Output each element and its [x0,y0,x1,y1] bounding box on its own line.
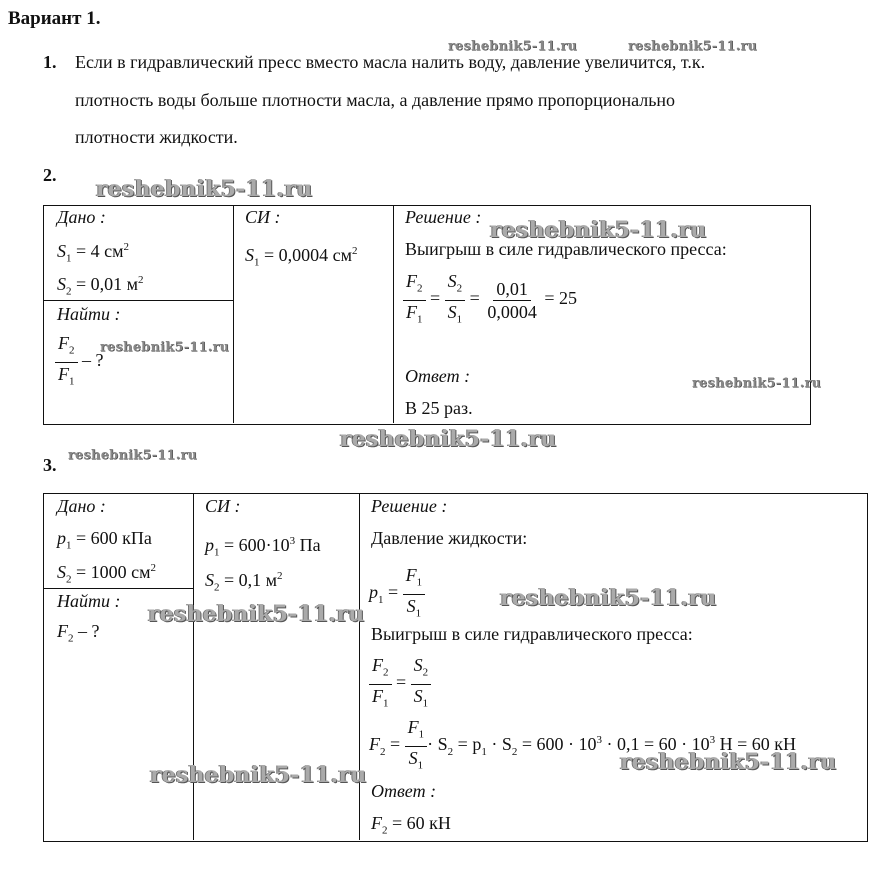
watermark: reshebnik5-11.ru [490,217,707,243]
problem-2-given-2: $S_2 = 0,01$ $м^2$ [57,274,144,298]
problem-2-find: $\frac{F_2}{F_1}$ – ? [55,332,104,392]
watermark: reshebnik5-11.ru [500,585,717,611]
watermark: reshebnik5-11.ru [620,749,837,775]
problem-3-pressure-formula: $p_1$ = $\frac{F_1}{S_1}$ [369,564,425,624]
watermark: reshebnik5-11.ru [150,762,367,788]
problem-3-calculation: $F_2$ = $\frac{F_1}{S_1}$ · $S_2 = p_1 \cdot S_2 = 600 \cdot 10^3 \cdot 0,1 = 60 \cdot 10^3$ Н = 60 кН [369,717,797,772]
problem-2-solution-line: Выигрыш в силе гидравлического пресса: [405,239,727,259]
watermark: reshebnik5-11.ru [628,39,758,54]
problem-3-find: $F_2$ – ? [57,621,100,645]
problem-1-line-2: плотность воды больше плотности масла, а давление прямо пропорционально [75,90,676,110]
problem-2-otvet-label: Ответ : [405,366,471,386]
problem-3-dano-label: Дано : [57,496,106,516]
problem-3-otvet-label: Ответ : [371,781,437,801]
watermark: reshebnik5-11.ru [68,448,198,463]
problem-3-si-2: $S_2 = 0,1$ $м^2$ [205,570,283,594]
problem-3-number: 3. [43,455,57,475]
watermark: reshebnik5-11.ru [692,376,822,391]
problem-3-line-1: Давление жидкости: [371,528,528,548]
problem-3-naiti-label: Найти : [57,591,121,611]
problem-1-line-1: Если в гидравлический пресс вместо масла налить воду, давление увеличится, т.к. [75,52,706,72]
problem-1-number: 1. [43,52,57,72]
watermark: reshebnik5-11.ru [340,426,557,452]
problem-2-si-value: $S_1 = 0,0004$ $см^2$ [245,245,358,269]
problem-2-dano-label: Дано : [57,207,106,227]
problem-3-si-1: $p_1 = 600\cdot 10^3$ Па [205,535,321,559]
page-title: Вариант 1. [8,8,101,29]
problem-3-line-2: Выигрыш в силе гидравлического пресса: [371,624,693,644]
watermark: reshebnik5-11.ru [148,601,365,627]
problem-3-ratio-formula: $\frac{F_2}{F_1}$ = $\frac{S_2}{S_1}$ [369,654,431,714]
problem-2-number: 2. [43,165,57,185]
problem-3-answer: $F_2 = 60$ кН [371,813,451,837]
problem-3-given-1: $p_1 = 600$ кПа [57,528,152,552]
watermark: reshebnik5-11.ru [100,340,230,355]
watermark: reshebnik5-11.ru [96,176,313,202]
problem-3-si-label: СИ : [205,496,241,516]
problem-2-formula: $\frac{F_2}{F_1}$ = $\frac{S_2}{S_1}$ = $\frac{0,01}{0,0004}$ = 25 [403,270,577,330]
problem-2-si-label: СИ : [245,207,281,227]
problem-3-reshenie-label: Решение : [371,496,448,516]
problem-2-reshenie-label: Решение : [405,207,482,227]
problem-2-answer: В 25 раз. [405,398,473,418]
problem-1-line-3: плотности жидкости. [75,127,238,147]
watermark: reshebnik5-11.ru [448,39,578,54]
problem-3-given-2: $S_2 = 1000$ $см^2$ [57,562,157,586]
problem-2-naiti-label: Найти : [57,304,121,324]
problem-2-given-1: $S_1 = 4$ $см^2$ [57,241,130,265]
